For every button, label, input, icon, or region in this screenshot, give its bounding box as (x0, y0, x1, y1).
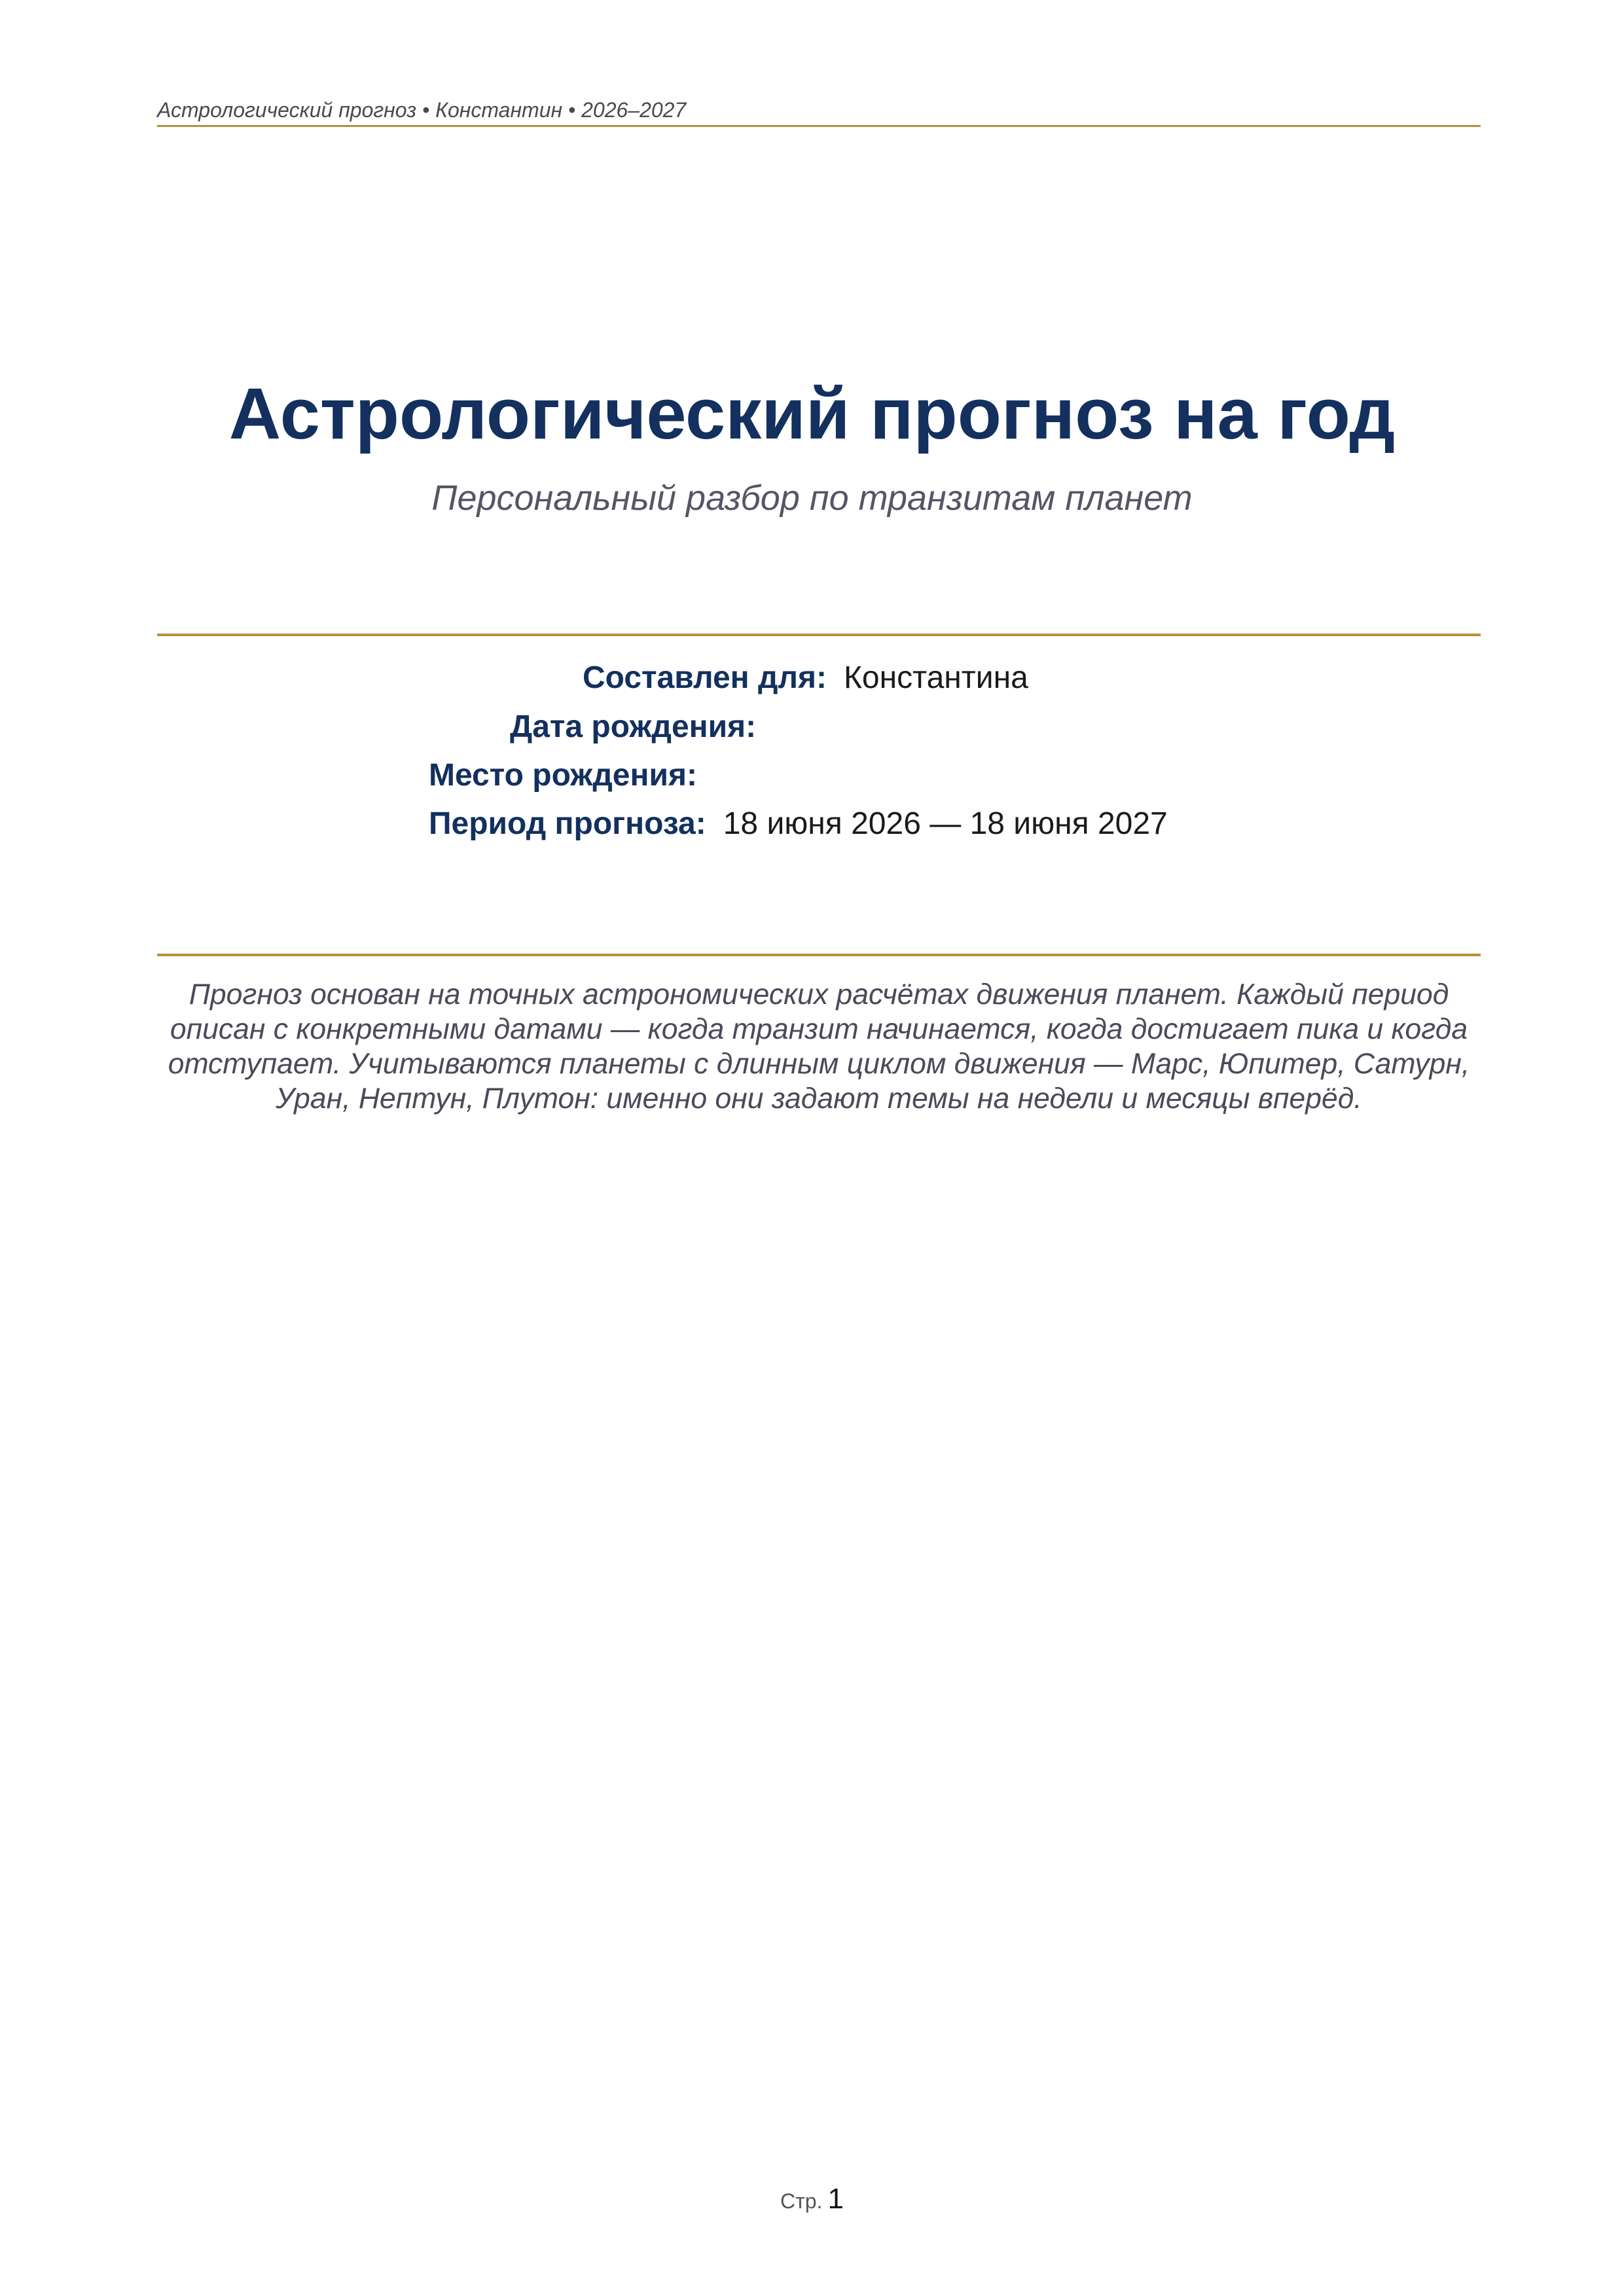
info-row-birth-place (429, 760, 714, 791)
page-number: 1 (827, 2183, 844, 2215)
period-label: Период прогноза: (429, 806, 706, 841)
info-row-period (429, 808, 1168, 840)
document-title: Астрологический прогноз на год (228, 374, 1396, 454)
info-row-birth-date (510, 711, 773, 743)
header-divider (157, 125, 1481, 127)
birth-date-label: Дата рождения: (510, 709, 757, 744)
running-header: Астрологический прогноз • Константин • 2026–2027 (157, 98, 687, 122)
document-subtitle: Персональный разбор по транзитам планет (431, 478, 1193, 518)
info-row-author (583, 662, 1028, 694)
author-value: Константина (843, 660, 1028, 695)
page-footer (0, 2183, 1624, 2215)
info-top-divider (157, 634, 1481, 636)
page-label: Стр. (780, 2189, 823, 2213)
birth-place-label: Место рождения: (429, 758, 697, 793)
author-label: Составлен для: (583, 660, 827, 695)
period-value: 18 июня 2026 — 18 июня 2027 (723, 806, 1168, 841)
intro-paragraph: Прогноз основан на точных астрономических расчётах движения планет. Каждый период описан с конкретными датами — когда транзит начинается, когда достигает пика и когда отступает. Учитываются планеты с длинным циклом движения — Марс, Юпитер, Сатурн, Уран, Нептун, Плутон: именно они задают темы на недели и месяцы вперёд. (168, 978, 1470, 1115)
info-bottom-divider (157, 954, 1481, 956)
